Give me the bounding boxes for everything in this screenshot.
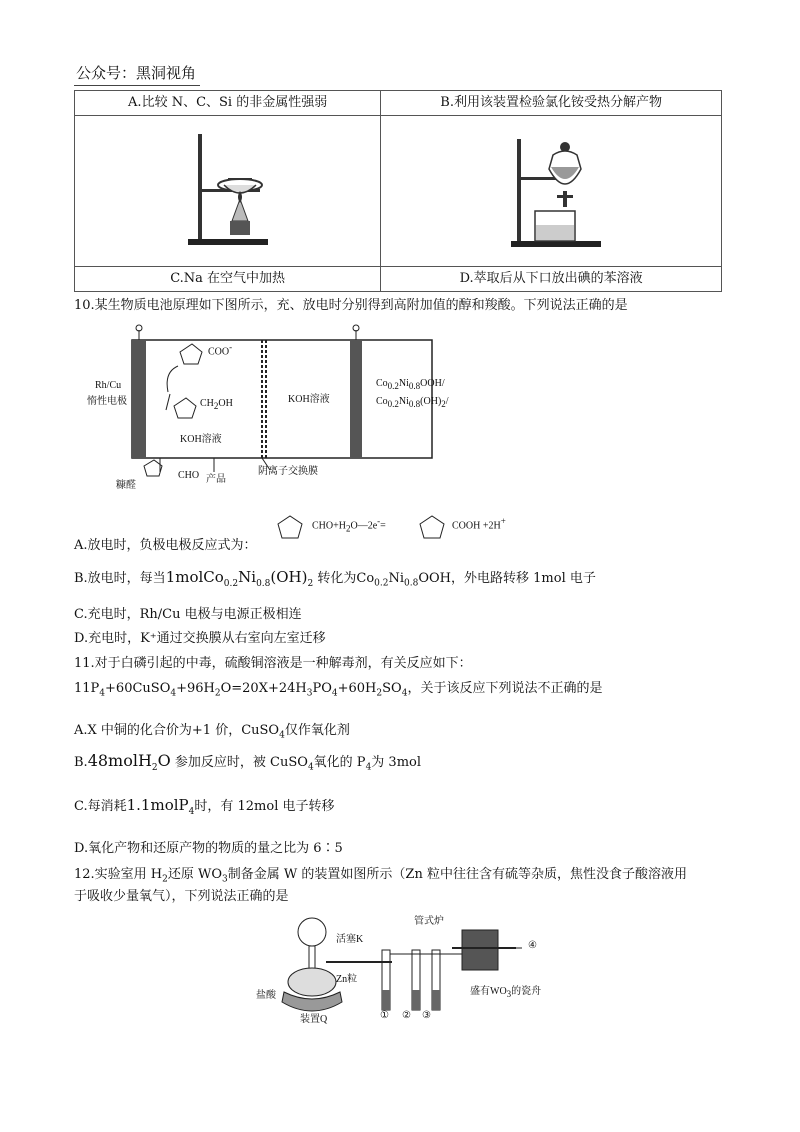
q12-boat-tail: 的瓷舟 (511, 986, 542, 997)
q10-product-label: 产品 (206, 474, 226, 485)
q9-option-a: A.比较 N、C、Si 的非金属性强弱 (75, 91, 381, 116)
q12-stem-b: 还原 WO (167, 867, 223, 882)
q10-option-b-mid: 转化为 (317, 571, 357, 586)
co-text-2: Co (376, 396, 388, 407)
ring-stand-crucible-figure (168, 119, 288, 259)
eq-cho: CHO (312, 520, 334, 532)
q10-left-electrode-label: 惰性电极 (87, 396, 127, 407)
q10-option-b-text: B.放电时，每当 (74, 571, 166, 586)
q12-apparatus-diagram (252, 910, 552, 1020)
coo-text: COO (208, 346, 230, 358)
q12-boat-label: 盛有$WO_3$的瓷舟 (470, 986, 542, 999)
eq-h: +H (333, 520, 346, 532)
furan-ring-icon-2 (412, 512, 452, 542)
q9-figure-a (75, 116, 381, 267)
q10-cho-label: CHO (178, 470, 200, 481)
q12-device-label: 装置Q (300, 1014, 328, 1025)
q10-option-d: D.充电时，K⁺通过交换膜从右室向左室迁移 (74, 631, 326, 646)
eq-2h: +2H (482, 520, 501, 532)
q11-option-b-tail: 氧化的 P (313, 755, 366, 770)
q11-option-c-tail: 时，有 12mol 电子转移 (194, 799, 335, 814)
q11-option-d: D.氧化产物和还原产物的物质的量之比为 6∶5 (74, 841, 343, 856)
q10-koh-left: KOH溶液 (180, 434, 222, 445)
q9-option-b: B.利用该装置检验氯化铵受热分解产物 (381, 91, 722, 116)
q10-option-a (74, 537, 257, 555)
q11-option-c-pre: C.每消耗 (74, 799, 127, 814)
q10-furfural-label: 糠醛 (116, 480, 136, 491)
q10-left-electrode: Rh/Cu (95, 380, 122, 391)
q10-right-electrode-2: $Co_{0.2}Ni_{0.8}(OH)_2/$ (376, 396, 449, 409)
q12-label-2: ② (402, 1010, 411, 1021)
ch-text: CH (200, 398, 214, 409)
q10-right-electrode-1: $Co_{0.2}Ni_{0.8}OOH/$ (376, 378, 445, 391)
q11-option-b-mid: 参加反应时，被 CuSO (174, 755, 308, 770)
q12-stopcock-label: 活塞K (336, 934, 364, 945)
q11-option-b-end: 为 3mol (371, 755, 422, 770)
q11-option-a-text: A.X 中铜的化合价为+1 价，CuSO (74, 723, 280, 738)
q12-label-4: ④ (528, 940, 537, 951)
co-text-1: Co (376, 378, 388, 389)
separatory-funnel-figure (491, 119, 611, 259)
eq-o: O—2e (350, 520, 378, 532)
q12-hcl-label: 盐酸 (256, 990, 276, 1001)
q9-option-c: C.Na 在空气中加热 (75, 267, 381, 292)
q10-membrane-label: 阴离子交换膜 (258, 466, 318, 477)
q12-stem-c: 制备金属 W 的装置如图所示（Zn 粒中往往含有硫等杂质，焦性没食子酸溶液用 (227, 867, 687, 882)
q10-option-a-equation: $CHO+H_2O—2e^-=$ (312, 516, 386, 534)
q11-option-c: C.每消耗1.1molP$_4$时，有 12mol 电子转移 (74, 796, 335, 817)
q10-stem: 10.某生物质电池原理如下图所示，充、放电时分别得到高附加值的醇和羧酸。下列说法正确的是 (74, 298, 628, 313)
q10-option-b-end: ，外电路转移 1mol 电子 (451, 571, 596, 586)
eq-cooh: COOH (452, 520, 481, 532)
q12-label-3: ③ (422, 1010, 431, 1021)
furan-ring-icon (270, 512, 310, 542)
q9-option-d: D.萃取后从下口放出碘的苯溶液 (381, 267, 722, 292)
q12-stem-line1: 12.实验室用 $H_2$还原 $WO_3$制备金属 W 的装置如图所示（Zn 粒中往往含有硫等杂质，焦性没食子酸溶液用 (74, 867, 687, 885)
q11-option-a: A.X 中铜的化合价为+1 价，CuSO$_4$仅作氧化剂 (74, 723, 350, 741)
q10-coo-label: COO- (208, 342, 233, 358)
q9-options-table (74, 90, 722, 292)
q11-equation: $11P_4+60CuSO_4+96H_2O=20X+24H_3PO_4+60H_2SO_4$，关于该反应下列说法不正确的是 (74, 681, 603, 699)
q9-figure-b (381, 116, 722, 267)
q11-option-b: B.48molH$_2$O 参加反应时，被 CuSO$_4$氧化的 $P_4$为 3mol (74, 751, 422, 774)
q11-option-a-tail: 仅作氧化剂 (284, 723, 350, 738)
q11-stem: 11.对于白磷引起的中毒，硫酸铜溶液是一种解毒剂，有关反应如下： (74, 656, 472, 671)
q12-label-1: ① (380, 1010, 389, 1021)
q12-tube-furnace-label: 管式炉 (414, 916, 444, 927)
q12-boat-text: 盛有WO (470, 986, 507, 997)
q12-zn-label: Zn粒 (336, 974, 358, 985)
q10-option-b: B.放电时，每当$1molCo_{0.2}Ni_{0.8}(OH)_2$ 转化为$Co_{0.2}Ni_{0.8}OOH$，外电路转移 1mol 电子 (74, 568, 596, 589)
q10-option-a-text: A.放电时，负极电极反应式为： (74, 538, 257, 553)
q11-equation-tail: ，关于该反应下列说法不正确的是 (407, 681, 603, 696)
q12-stem-line2: 于吸收少量氧气），下列说法正确的是 (74, 889, 289, 904)
q10-option-a-equation-tail: COOH +2H+ (452, 516, 506, 532)
q12-stem-a: 12.实验室用 H (74, 867, 163, 882)
watermark-text: 公众号：黑洞视角 (74, 62, 200, 86)
q10-option-c: C.充电时，Rh/Cu 电极与电源正极相连 (74, 607, 302, 622)
q10-ch2oh-label: $CH_2OH$ (200, 398, 233, 411)
q11-option-b-pre: B. (74, 755, 88, 770)
q10-koh-right: KOH溶液 (288, 394, 330, 405)
